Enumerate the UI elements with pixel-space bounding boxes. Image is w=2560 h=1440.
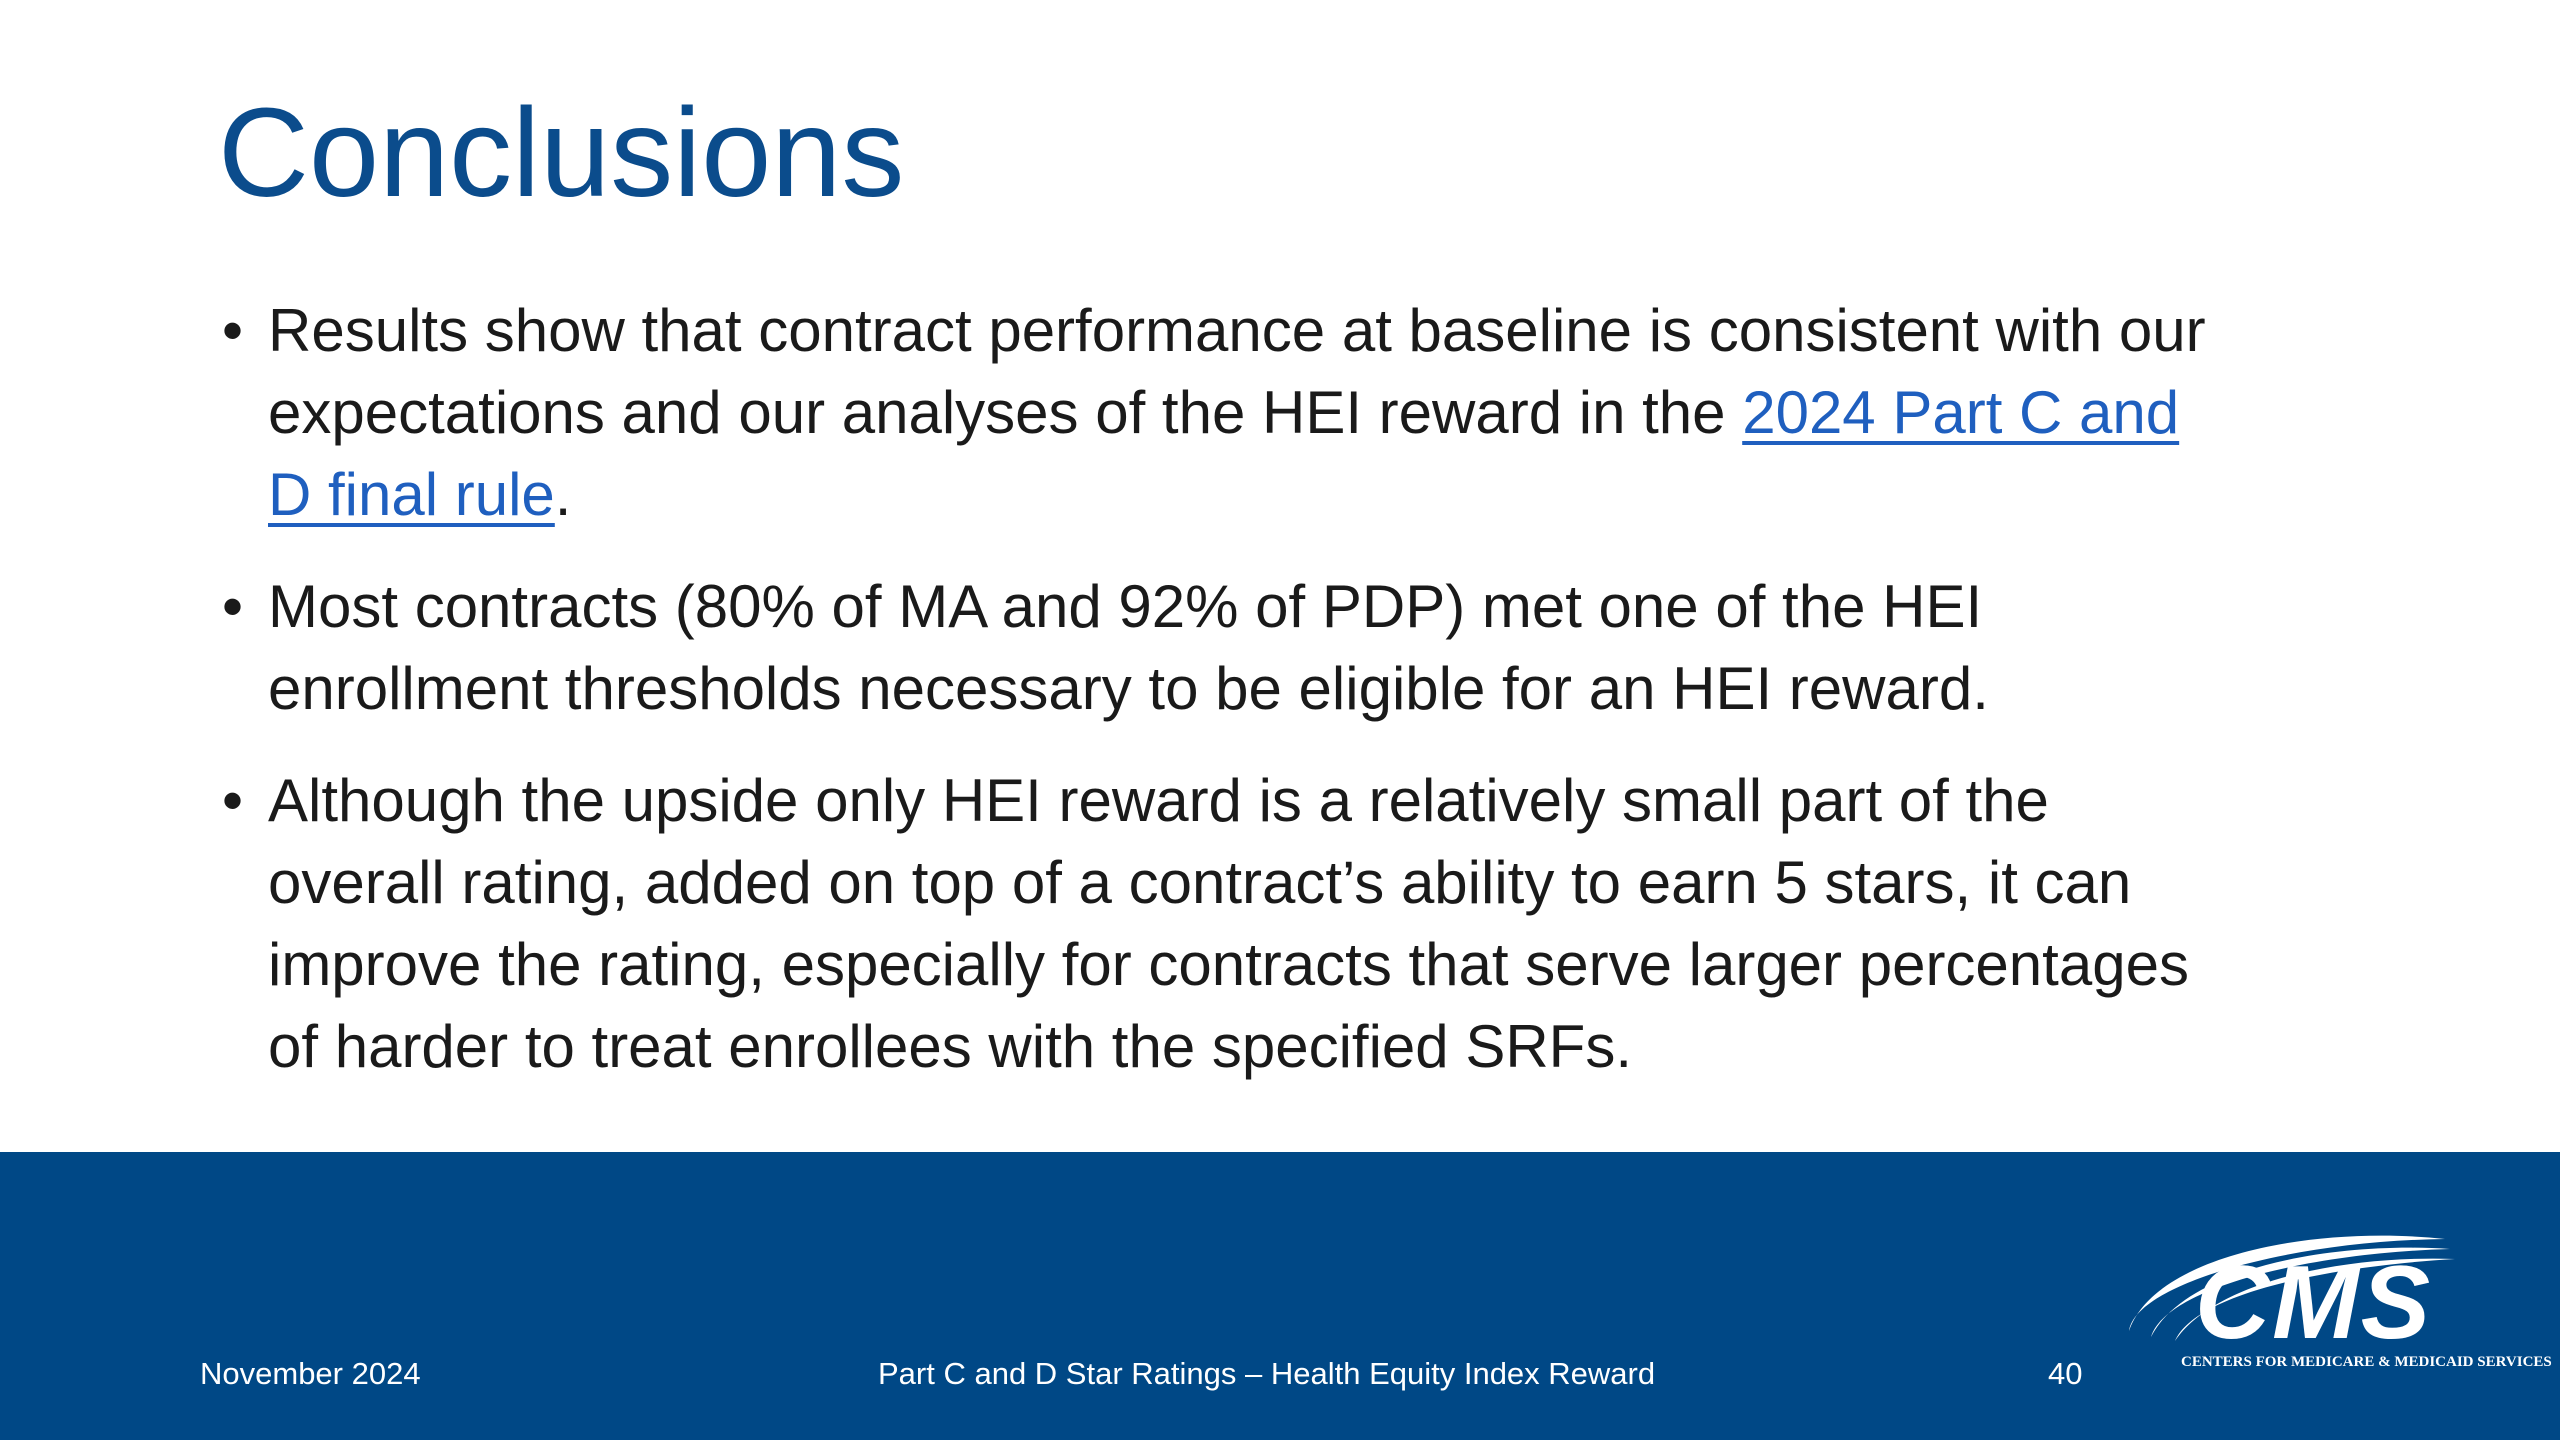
cms-logo	[2115, 1225, 2552, 1375]
bullet-text-end: .	[554, 461, 572, 528]
bullet-text: Results show that contract performance at baseline is consistent with our expectations and our analyses of the HEI reward in the	[268, 297, 2206, 446]
cms-subtitle: CENTERS FOR MEDICARE & MEDICAID SERVICES	[2181, 1354, 2552, 1370]
bullet-dot-icon: •	[222, 297, 244, 364]
bullet-dot-icon: •	[222, 767, 244, 834]
cms-wordmark: CMS	[2195, 1245, 2433, 1361]
bullet-list	[218, 290, 2238, 1118]
final-rule-link[interactable]: 2024 Part C and D final rule	[268, 379, 2180, 528]
page-number: 40	[2048, 1356, 2083, 1391]
slide-title: Conclusions	[218, 82, 905, 223]
bullet-dot-icon: •	[222, 573, 244, 640]
bullet-text: Although the upside only HEI reward is a relatively small part of the overall rating, added on top of a contract’s ability to earn 5 stars, it can improve the rating, especially for contracts that serve larger percentages of harder to treat enrollees with the specified SRFs.	[268, 767, 2189, 1080]
bullet-item	[218, 760, 2238, 1088]
footer-date: November 2024	[200, 1356, 421, 1391]
bullet-item	[218, 290, 2238, 536]
bullet-item	[218, 566, 2238, 730]
footer-title: Part C and D Star Ratings – Health Equity Index Reward	[878, 1356, 1656, 1391]
bullet-text: Most contracts (80% of MA and 92% of PDP) met one of the HEI enrollment thresholds necessary to be eligible for an HEI reward.	[268, 573, 1989, 722]
